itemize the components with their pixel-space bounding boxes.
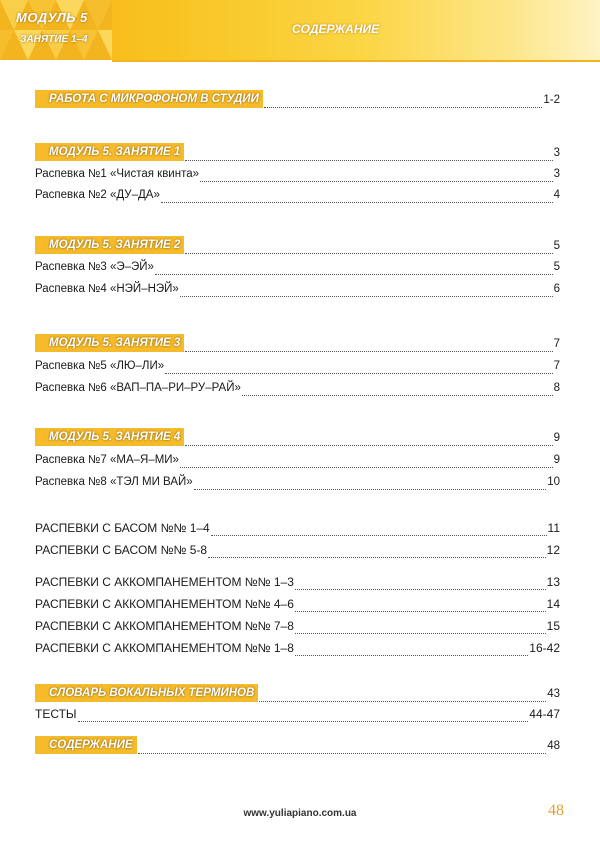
toc-entry-title: Распевка №1 «Чистая квинта» (35, 168, 200, 180)
toc-entry-row[interactable] (35, 259, 560, 275)
dot-leader (295, 578, 546, 590)
module-badge (0, 0, 112, 60)
triangle-pattern-icon (0, 0, 112, 60)
dot-leader (208, 546, 546, 558)
toc-section-title: СОДЕРЖАНИЕ (35, 736, 137, 754)
toc-entry-row[interactable] (35, 452, 560, 468)
toc-entry-title: Распевка №4 «НЭЙ–НЭЙ» (35, 283, 179, 295)
toc-page-number: 14 (546, 597, 560, 611)
toc-entry-title: РАСПЕВКИ С БАСОМ №№ 5-8 (35, 543, 208, 557)
dot-leader (295, 644, 528, 656)
dot-leader (264, 96, 543, 108)
module-title: МОДУЛЬ 5 (16, 10, 88, 25)
toc-page-number: 44-47 (529, 707, 560, 721)
toc-section-row[interactable] (35, 430, 560, 446)
dot-leader (194, 478, 547, 490)
toc-section-title: МОДУЛЬ 5. ЗАНЯТИЕ 3 (35, 334, 184, 352)
toc-entry-row[interactable] (35, 574, 560, 590)
toc-entry-title: Распевка №7 «МА–Я–МИ» (35, 454, 179, 466)
toc-section-title: МОДУЛЬ 5. ЗАНЯТИЕ 4 (35, 428, 184, 446)
dot-leader (180, 285, 553, 297)
dot-leader (78, 710, 529, 722)
dot-leader (200, 170, 553, 182)
toc-entry-title: РАСПЕВКИ С АККОМПАНЕМЕНТОМ №№ 7–8 (35, 619, 294, 633)
toc-section-title: РАБОТА С МИКРОФОНОМ В СТУДИИ (35, 90, 263, 108)
toc-entry-row[interactable] (35, 166, 560, 182)
toc-entry-title: РАСПЕВКИ С АККОМПАНЕМЕНТОМ №№ 1–3 (35, 575, 294, 589)
toc-entry-row[interactable] (35, 596, 560, 612)
toc-entry-title: ТЕСТЫ (35, 707, 77, 721)
footer-website[interactable]: www.yuliapiano.com.ua (243, 808, 357, 819)
toc-page-number: 3 (553, 168, 560, 180)
toc-entry-title: РАСПЕВКИ С БАСОМ №№ 1–4 (35, 521, 210, 535)
toc-page-number: 7 (553, 360, 560, 372)
toc-page-number: 12 (546, 543, 560, 557)
toc-page-number: 7 (553, 338, 560, 350)
toc-section-title: МОДУЛЬ 5. ЗАНЯТИЕ 2 (35, 236, 184, 254)
toc-entry-title: Распевка №8 «ТЭЛ МИ ВАЙ» (35, 476, 193, 488)
toc-page-number: 6 (553, 283, 560, 295)
toc-entry-row[interactable] (35, 281, 560, 297)
toc-page-number: 43 (547, 688, 560, 700)
toc-page-number: 5 (553, 240, 560, 252)
toc-page-number: 3 (553, 147, 560, 159)
page-number: 48 (548, 802, 564, 819)
lesson-range: ЗАНЯТИЕ 1–4 (20, 34, 88, 45)
toc-section-row[interactable] (35, 738, 560, 754)
toc-entry-row[interactable] (35, 358, 560, 374)
toc-section-title: МОДУЛЬ 5. ЗАНЯТИЕ 1 (35, 143, 184, 161)
dot-leader (138, 742, 547, 754)
toc-page-number: 11 (547, 521, 560, 535)
toc-page-number: 15 (546, 619, 560, 633)
dot-leader (165, 362, 552, 374)
dot-leader (180, 456, 553, 468)
toc-page-number: 1-2 (543, 94, 560, 106)
toc-entry-row[interactable] (35, 474, 560, 490)
dot-leader (259, 690, 546, 702)
page-header (0, 0, 600, 60)
toc-entry-row[interactable] (35, 380, 560, 396)
toc-section-title: СЛОВАРЬ ВОКАЛЬНЫХ ТЕРМИНОВ (35, 684, 258, 702)
toc-page-number: 16-42 (529, 641, 560, 655)
dot-leader (185, 340, 552, 352)
header-divider (112, 60, 600, 62)
toc-entry-row[interactable] (35, 187, 560, 203)
toc-entry-row[interactable] (35, 618, 560, 634)
toc-page-number: 10 (547, 476, 560, 488)
toc-section-row[interactable] (35, 686, 560, 702)
toc-page-number: 4 (553, 189, 560, 201)
toc-section-row[interactable] (35, 238, 560, 254)
dot-leader (242, 384, 553, 396)
toc-page-number: 9 (553, 454, 560, 466)
toc-entry-row[interactable] (35, 640, 560, 656)
dot-leader (155, 263, 553, 275)
toc-entry-row[interactable] (35, 706, 560, 722)
dot-leader (185, 149, 552, 161)
toc-entry-row[interactable] (35, 542, 560, 558)
dot-leader (161, 191, 553, 203)
toc-entry-title: РАСПЕВКИ С АККОМПАНЕМЕНТОМ №№ 1–8 (35, 641, 294, 655)
toc-section-row[interactable] (35, 145, 560, 161)
dot-leader (295, 622, 546, 634)
dot-leader (185, 242, 552, 254)
toc-entry-title: Распевка №5 «ЛЮ–ЛИ» (35, 360, 165, 372)
dot-leader (211, 524, 547, 536)
toc-entry-title: РАСПЕВКИ С АККОМПАНЕМЕНТОМ №№ 4–6 (35, 597, 294, 611)
toc-section-row[interactable] (35, 336, 560, 352)
page-title: СОДЕРЖАНИЕ (292, 22, 380, 36)
toc-entry-row[interactable] (35, 520, 560, 536)
dot-leader (295, 600, 546, 612)
toc-section-row[interactable] (35, 92, 560, 108)
toc-page-number: 5 (553, 261, 560, 273)
toc-entry-title: Распевка №6 «ВАП–ПА–РИ–РУ–РАЙ» (35, 382, 241, 394)
toc-entry-title: Распевка №3 «Э–ЭЙ» (35, 261, 154, 273)
dot-leader (185, 434, 552, 446)
toc-page-number: 9 (553, 432, 560, 444)
toc-page-number: 48 (547, 740, 560, 752)
toc-page-number: 13 (546, 575, 560, 589)
toc-entry-title: Распевка №2 «ДУ–ДА» (35, 189, 160, 201)
toc-page-number: 8 (553, 382, 560, 394)
